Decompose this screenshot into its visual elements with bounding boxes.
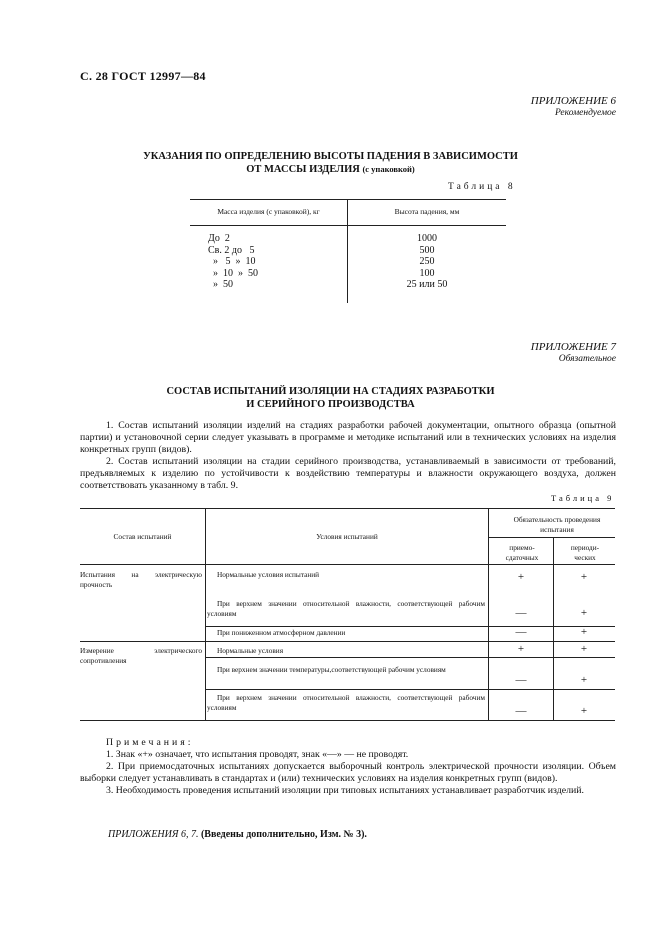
table-9-mark: + xyxy=(580,571,588,583)
table-9-condition: Нормальные условия испытаний xyxy=(217,570,320,579)
table-9-divider-3 xyxy=(553,537,554,721)
amendment-text: (Введены дополнительно, Изм. № 3). xyxy=(200,829,367,840)
paragraph-1: 1. Состав испытаний изоляции изделий на стадиях разработки рабочей документации, опытного образца (опытной партии) и установочной серии следует указывать в программе и методике испытаний или в технических условиях на изделия конкретных групп (видов). xyxy=(80,420,616,455)
table-8 xyxy=(190,199,506,303)
table-8-cell: » 5 » 10 xyxy=(208,256,256,268)
table-9-group-1: Испытания на электрическую прочность xyxy=(80,570,202,589)
table-9-bottom-border xyxy=(80,720,615,721)
amendment-note xyxy=(108,829,367,840)
table-9-mark: + xyxy=(517,643,525,655)
table-8-cell: Св. 2 до 5 xyxy=(208,244,255,256)
table-9-condition: При верхнем значении относительной влажности, соответствующей рабочим условиям xyxy=(207,599,485,618)
table-9-mark: + xyxy=(580,674,588,686)
section-1-title-line1: УКАЗАНИЯ ПО ОПРЕДЕЛЕНИЮ ВЫСОТЫ ПАДЕНИЯ В ЗАВИСИМОСТИ xyxy=(143,151,518,162)
table-9 xyxy=(80,508,615,721)
table-8-height-column xyxy=(348,233,506,291)
section-2-title xyxy=(60,385,601,411)
table-9-header-composition: Состав испытаний xyxy=(113,532,172,541)
table-9-mark: — xyxy=(515,607,527,619)
note-1: 1. Знак «+» означает, что испытания проводят, знак «—» — не проводят. xyxy=(106,749,409,760)
table-8-cell: 100 xyxy=(419,267,435,279)
table-9-condition: При пониженном атмосферном давлении xyxy=(217,628,346,637)
table-9-mark: — xyxy=(515,626,527,638)
table-8-cell: » 10 » 50 xyxy=(208,267,258,279)
paragraph-2: 2. Состав испытаний изоляции на стадии серийного производства, устанавливаемый в зависимости от требований, предъявляемых к изделию по устойчивости к воздействию температуры и влажности окружающего воздуха, должен соответствовать указанному в табл. 9. xyxy=(80,456,616,491)
table-9-condition: При верхнем значении температуры,соответствующей рабочим условиям xyxy=(217,665,446,674)
table-9-header-conditions: Условия испытаний xyxy=(316,532,378,541)
table-8-cell: 250 xyxy=(419,256,435,268)
table-9-mark: + xyxy=(580,626,588,638)
table-8-cell: 500 xyxy=(419,244,435,256)
table-9-top-border xyxy=(80,508,615,509)
appendix-7-heading xyxy=(531,341,616,365)
appendix-7-label: ПРИЛОЖЕНИЕ 7 xyxy=(530,341,616,353)
table-9-row-border xyxy=(206,626,615,627)
table-8-caption: Таблица 8 xyxy=(448,182,516,192)
table-9-header-periodic: периоди-ческих xyxy=(570,543,600,562)
table-9-mark: + xyxy=(580,607,588,619)
notes-heading: Примечания: xyxy=(106,737,194,748)
table-9-condition: При верхнем значении относительной влажности, соответствующей рабочим условиям xyxy=(207,693,485,712)
table-9-header-required: Обязательность проведения испытания xyxy=(513,515,601,534)
table-8-top-border xyxy=(190,199,506,200)
table-9-row-border xyxy=(206,689,615,690)
table-9-subheader-border xyxy=(488,537,615,538)
section-1-title-line2: ОТ МАССЫ ИЗДЕЛИЯ xyxy=(246,164,360,175)
table-8-header-mass: Масса изделия (с упаковкой), кг xyxy=(217,207,320,216)
table-9-header-border xyxy=(80,564,615,565)
table-8-cell: До 2 xyxy=(208,233,230,244)
appendix-6-status: Рекомендуемое xyxy=(554,108,616,118)
table-8-cell: » 50 xyxy=(208,279,233,291)
note-2: 2. При приемосдаточных испытаниях допускается выборочный контроль электрической прочности изоляции. Объем выборки следует устанавливать в стандартах и (или) технических условиях на изделия конкретных групп (видов). xyxy=(80,761,616,784)
section-1-title xyxy=(60,150,601,176)
appendix-6-heading xyxy=(531,95,616,119)
table-9-group-2: Измерение электрического сопротивления xyxy=(80,646,202,665)
appendix-6-label: ПРИЛОЖЕНИЕ 6 xyxy=(530,95,616,107)
table-8-cell: 25 или 50 xyxy=(406,279,448,291)
table-9-mark: + xyxy=(580,643,588,655)
note-3: 3. Необходимость проведения испытаний изоляции при типовых испытаниях устанавливает разработчик изделий. xyxy=(106,785,584,796)
table-9-mark: — xyxy=(515,705,527,717)
section-1-title-note: (с упаковкой) xyxy=(362,164,415,174)
section-2-title-line1: СОСТАВ ИСПЫТАНИЙ ИЗОЛЯЦИИ НА СТАДИЯХ РАЗРАБОТКИ xyxy=(166,386,495,397)
section-2-body xyxy=(80,420,616,492)
table-8-header-border xyxy=(190,225,506,226)
section-2-title-line2: И СЕРИЙНОГО ПРОИЗВОДСТВА xyxy=(246,399,415,410)
table-8-mass-column xyxy=(208,233,258,291)
table-9-group-border xyxy=(80,641,615,642)
table-9-row-border xyxy=(206,657,615,658)
table-9-header-acceptance: приемо-сдаточных xyxy=(505,543,539,562)
table-8-cell: 1000 xyxy=(417,233,437,244)
page-header: С. 28 ГОСТ 12997—84 xyxy=(80,69,206,83)
table-9-condition: Нормальные условия xyxy=(217,646,284,655)
appendix-7-status: Обязательное xyxy=(558,354,616,364)
amendment-appendices: ПРИЛОЖЕНИЯ 6, 7. xyxy=(108,829,199,840)
table-8-header-height: Высота падения, мм xyxy=(394,207,460,216)
notes xyxy=(80,737,616,797)
table-9-mark: + xyxy=(517,571,525,583)
table-9-caption: Таблица 9 xyxy=(551,493,615,503)
table-9-mark: + xyxy=(580,705,588,717)
table-9-mark: — xyxy=(515,674,527,686)
